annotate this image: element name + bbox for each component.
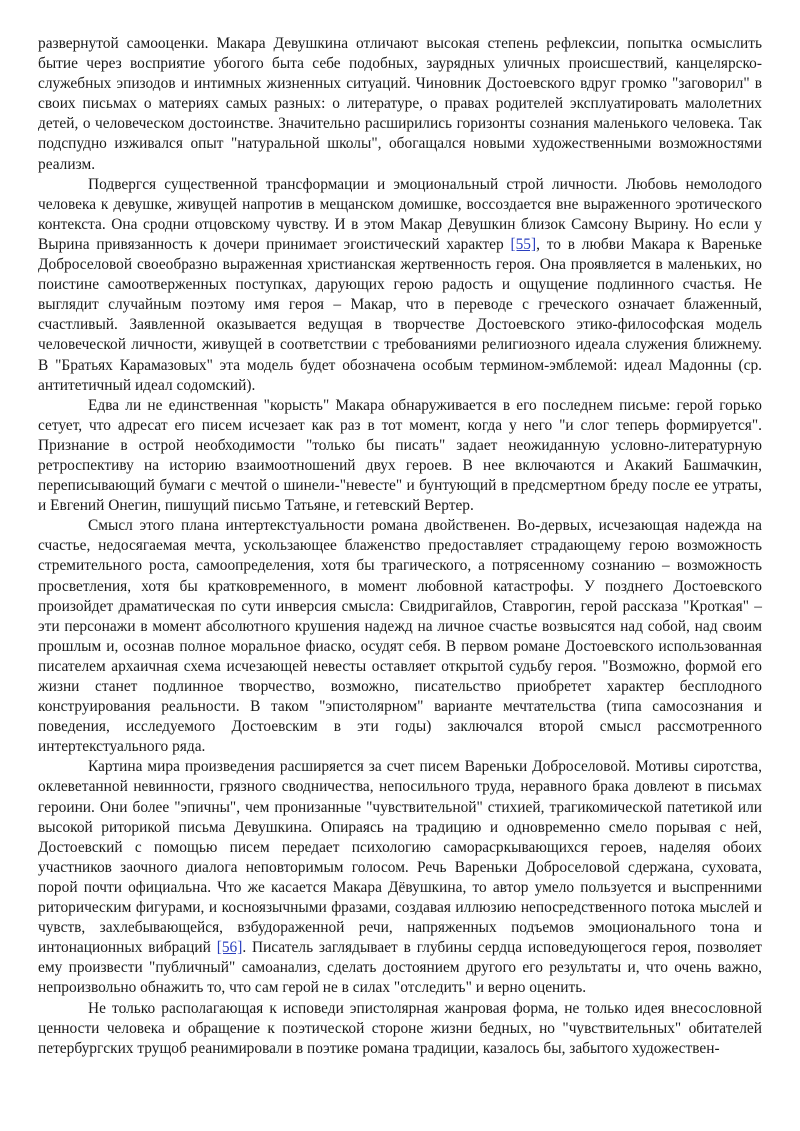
body-paragraph xyxy=(38,757,762,998)
paragraph-text: Не только располагающая к исповеди эпистолярная жанровая форма, не только идея внесословной ценности человека и обращение к поэтической стороне жизни бедных, но "чувствительных" обитателей петербургских трущоб реанимировали в поэтике романа традиции, казалось бы, забытого художествен- xyxy=(38,999,762,1057)
footnote-link-56[interactable]: [56] xyxy=(216,939,243,957)
paragraph-text: Смысл этого плана интертекстуальности романа двойственен. Во-дервых, исчезающая надежда на счастье, недосягаемая мечта, ускользающее блаженство предоставляет страдающему герою возможность стремительного роста, самоопределения, хотя бы трагического, а потрясенному сознанию – возможность просветления, хотя бы кратковременного, в момент любовной катастрофы. У позднего Достоевского произойдет драматическая по сути инверсия смысла: Свидригайлов, Ставрогин, герой рассказа "Кроткая" – эти персонажи в момент абсолютного крушения надежд на личное счастье возвысятся над собой, над своим прошлым и, осознав полное моральное фиаско, осудят себя. В первом романе Достоевского использованная писателем архаичная схема исчезающей невесты оставляет открытой судьбу героя. "Возможно, формой его жизни станет подлинное творчество, возможно, писательство приобретет характер бесплодного конструирования реальности. В таком "эпистолярном" варианте мечтательства (типа самосознания и поведения, исследуемого Достоевским в эти годы) заключался второй смысл рассмотренного интертекстуального ряда. xyxy=(38,517,762,756)
paragraph-text: Подвергся существенной трансформации и эмоциональный строй личности. Любовь немолодого человека к девушке, живущей напротив в мещанском домишке, воссоздается вне выраженного эротического контекста. Она сродни отцовскому чувству. И в этом Макар Девушкин близок Самсону Вырину. Но если у Вырина привязанность к дочери принимает эгоистический характер xyxy=(38,175,762,253)
footnote-link-55[interactable]: [55] xyxy=(510,235,537,253)
paragraph-text: . Писатель заглядывает в глубины сердца исповедующегося героя, позволяет ему произвести "публичный" самоанализ, сделать достоянием другого его результаты и, что очень важно, непроизвольно обнажить то, что сам герой не в силах "отследить" и верно оценить. xyxy=(38,939,762,997)
paragraph-text: Едва ли не единственная "корысть" Макара обнаруживается в его последнем письме: герой горько сетует, что адресат его писем исчезает как раз в тот момент, когда у него "и слог теперь формируется". Признание в острой необходимости "только бы писать" задает неожиданную условно-литературную ретроспективу на историю взаимоотношений двух героев. В нее включаются и Акакий Башмачкин, переписывающий бумаги с мечтой о шинели-"невесте" и бунтующий в предсмертном бреду после ее утраты, и Евгений Онегин, пишущий письмо Татьяне, и гетевский Вертер. xyxy=(38,396,762,515)
body-paragraph xyxy=(38,34,762,175)
paragraph-text: , то в любви Макара к Вареньке Доброселовой своеобразно выраженная христианская жертвенность героя. Она проявляется в маленьких, но поистине самоотверженных поступках, дарующих герою радость и ощущение подлинного счастья. Не выглядит случайным поэтому имя героя – Макар, что в переводе с греческого означает блаженный, счастливый. Заявленной оказывается ведущая в творчестве Достоевского этико-философская модель человеческой личности, живущей в соответствии с требованиями религиозного идеала служения ближнему. В "Братьях Карамазовых" эта модель будет обозначена особым термином-эмблемой: идеал Мадонны (ср. антитетичный идеал содомский). xyxy=(38,235,762,394)
paragraph-text: развернутой самооценки. Макара Девушкина отличают высокая степень рефлексии, попытка осмыслить бытие через восприятие убогого быта себе подобных, заурядных уличных происшествий, канцелярско-служебных эпизодов и интимных жизненных ситуаций. Чиновник Достоевского вдруг громко "заговорил" в своих письмах о материях самых разных: о литературе, о правах родителей эксплуатировать малолетних детей, о человеческом достоинстве. Значительно расширились горизонты сознания маленького человека. Так подспудно изживался опыт "натуральной школы", обогащался новыми художественными возможностями реализм. xyxy=(38,35,762,173)
body-paragraph xyxy=(38,396,762,517)
body-paragraph xyxy=(38,516,762,757)
body-paragraph xyxy=(38,175,762,396)
paragraph-text: Картина мира произведения расширяется за счет писем Вареньки Доброселовой. Мотивы сиротства, оклеветанной невинности, грязного сводничества, непосильного труда, неравного брака довлеют в письмах героини. Они более "эпичны", чем пронизанные "чувствительной" стихией, трагикомической патетикой или высокой риторикой письма Девушкина. Опираясь на традицию и одновременно смело порывая с ней, Достоевский с помощью писем передает психологию саморасркывающихся героев, наделяя обоих участников заочного диалога неповторимым голосом. Речь Вареньки Доброселовой сдержана, суховата, порой почти официальна. Что же касается Макара Дёвушкина, то автор умело пользуется и выспренними риторическим фигурами, и косноязычными фразами, создавая иллюзию непосредственного потока мыслей и чувств, захлебывающейся, взбудораженной речи, напряженных подъемов эмоционального тона и интонационных вибраций xyxy=(38,758,762,957)
body-paragraph xyxy=(38,999,762,1059)
